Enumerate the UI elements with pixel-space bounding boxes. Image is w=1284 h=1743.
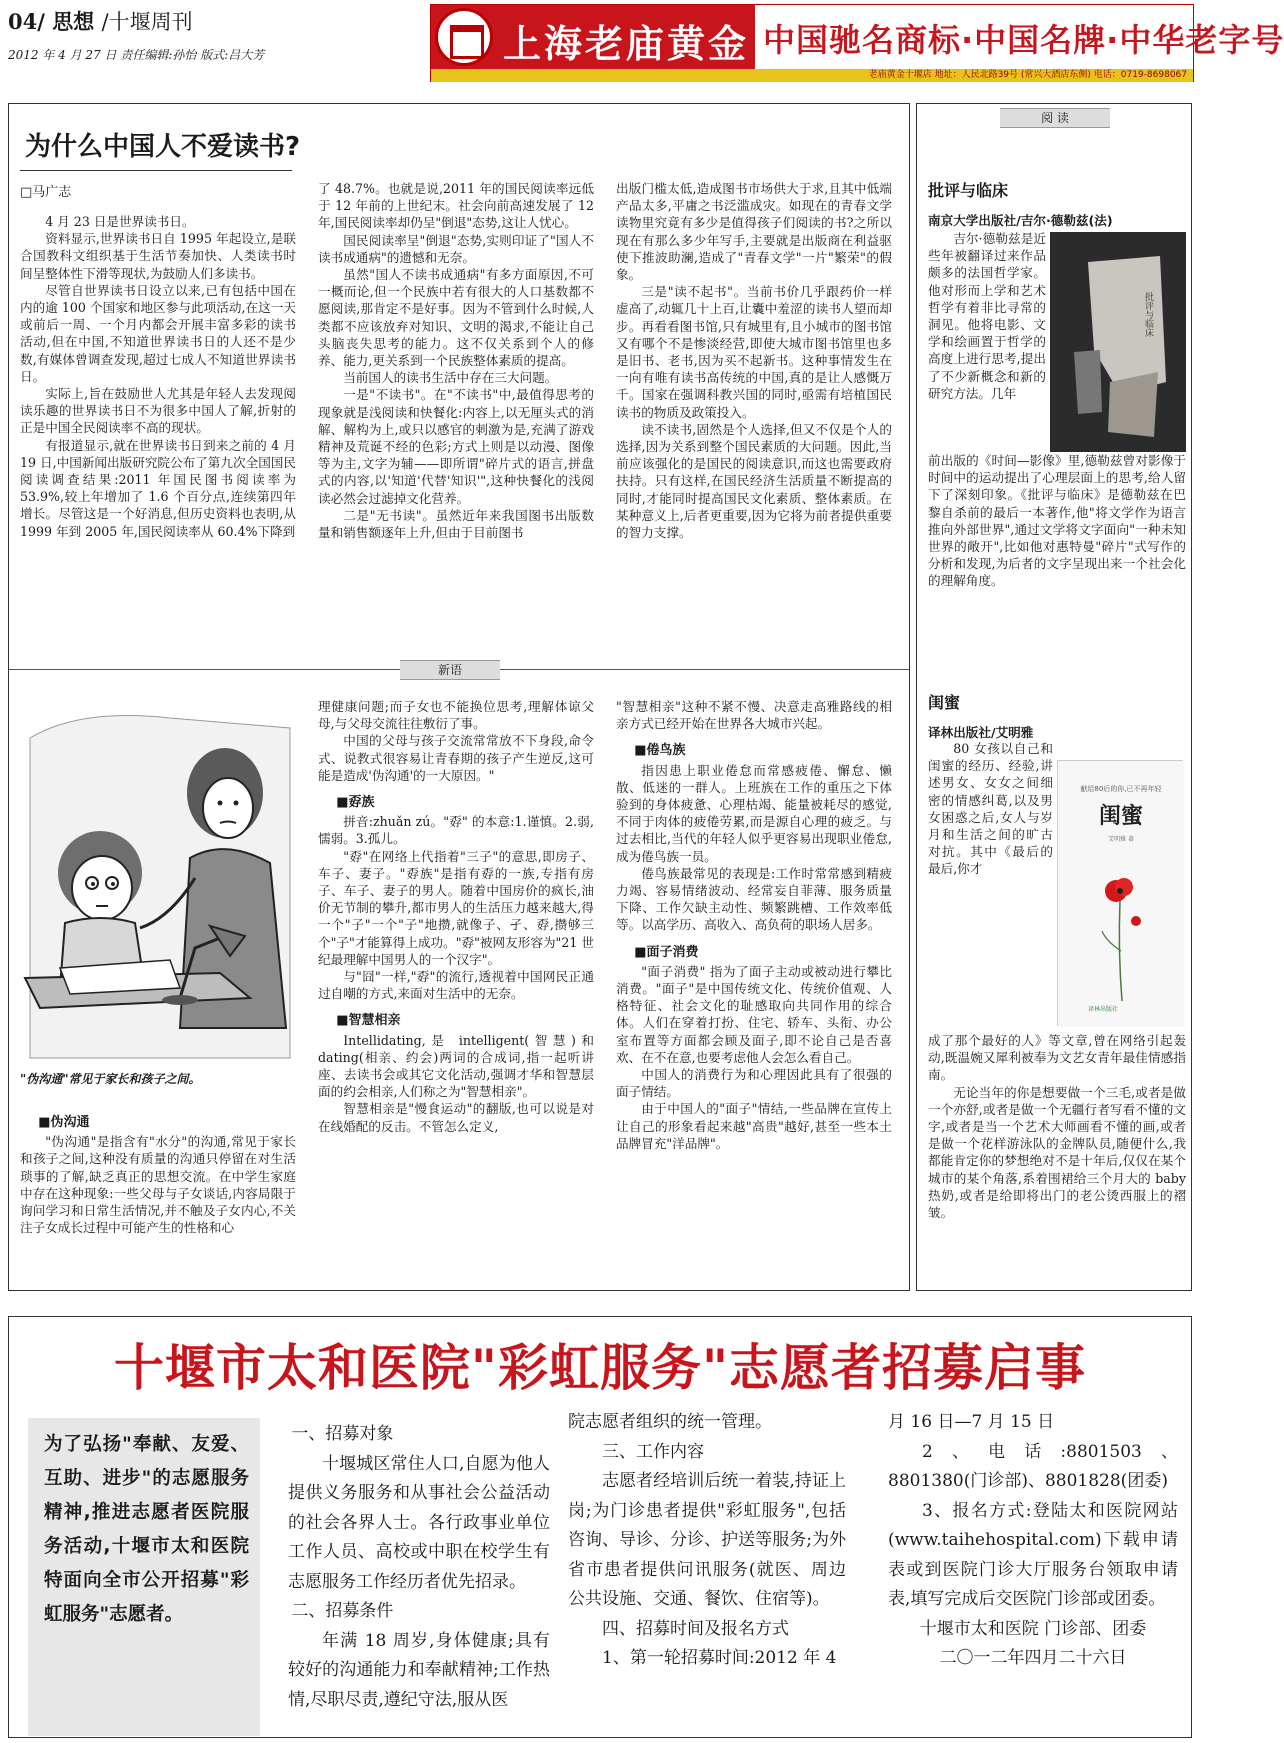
book2-cover-publisher: 译林出版社 <box>1088 1006 1119 1013</box>
paragraph: 了 48.7%。也就是说,2011 年的国民阅读率远低于 12 年前的上世纪末。社会向前高速发展了 12 年,国民阅读率却仍呈"倒退"态势,这让人忧心。 <box>318 181 594 231</box>
book2-intro-a <box>928 740 1053 1032</box>
paragraph: 年满 18 周岁,身体健康;具有较好的沟通能力和奉献精神;工作热情,尽职尽责,遵纪守法,服从医 <box>288 1630 550 1710</box>
paragraph: 指因患上职业倦怠而常感疲倦、懈怠、懒散、低迷的一群人。上班族在工作的重压之下体验到的身体疲惫、心理枯竭、能量被耗尽的感觉,不同于肉体的疲倦劳累,而是源自心理的疲乏。与过去相比,当代的年轻人似乎更容易出现职业倦怠,成为倦鸟族一员。 <box>616 762 892 864</box>
paragraph: 80 女孩以自己和闺蜜的经历、经验,讲述男女、女女之间细密的情感纠葛,以及男女困惑之后,女人与岁月和生活之间的旷古对抗。其中《最后的最后,你才 <box>928 741 1053 877</box>
section-heading: 三、工作内容 <box>602 1441 704 1462</box>
section-heading: 一、招募对象 <box>291 1424 394 1444</box>
book2-title: 闺蜜 <box>928 693 961 712</box>
paragraph: 院志愿者组织的统一管理。 <box>568 1412 772 1432</box>
book2-cover-title: 闺蜜 <box>1098 804 1144 829</box>
recruitment-column-2 <box>568 1408 846 1736</box>
paragraph: 中国人的消费行为和心理因此具有了很强的面子情结。 <box>616 1067 892 1100</box>
book1-title: 批评与临床 <box>928 181 1009 200</box>
term-heading: ■倦鸟族 <box>634 743 686 759</box>
paragraph: 智慧相亲是"慢食运动"的翻版,也可以说是对在线婚配的反击。不管怎么定义, <box>318 1101 594 1134</box>
paragraph: 国民阅读率呈"倒退"态势,实则印证了"国人不读书成通病"的遗憾和无奈。 <box>318 232 594 265</box>
paragraph: 由于中国人的"面子"情结,一些品牌在宣传上让自己的形象看起来越"高贵"越好,甚至一些本土品牌冒充"洋品牌"。 <box>616 1101 892 1151</box>
term-heading: ■伪沟通 <box>38 1115 90 1130</box>
page-number: 04/ <box>8 9 45 34</box>
paragraph: 尽管自世界读书日设立以来,已有包括中国在内的逾 100 个国家和地区参与此项活动,在这一天或前后一周、一个月内都会开展丰富多彩的读书活动,但在中国,不知道世界读书日的人还不是少数,有媒体曾调查发现,超过七成人不知道世界读书日。 <box>20 282 296 384</box>
book2-intro-b <box>928 1032 1186 1284</box>
term-heading: ■孬族 <box>336 795 375 811</box>
masthead <box>8 6 428 66</box>
paper-name: /十堰周刊 <box>101 10 193 34</box>
recruitment-column-3 <box>888 1408 1178 1736</box>
book1-cover-image <box>1050 232 1186 452</box>
xinyu-column-1 <box>20 1104 296 1284</box>
term-heading: ■面子消费 <box>634 944 699 960</box>
paragraph: "智慧相亲"这种不紧不慢、决意走高雅路线的相亲方式已经开始在世界各大城市兴起。 <box>616 699 892 732</box>
article-column-1 <box>20 213 296 633</box>
phone-paragraph: 2、电话:8801503、8801380(门诊部)、8801828(团委) <box>888 1441 1178 1491</box>
paragraph: 资料显示,世界读书日自 1995 年起设立,是联合国教科文组织基于生活节奏加快、人类读书时间呈整体性下滑等现状,为鼓励人们多读书。 <box>20 231 296 281</box>
section-heading: 四、招募时间及报名方式 <box>602 1618 789 1639</box>
paragraph: "伪沟通"是指含有"水分"的沟通,常见于家长和孩子之间,这种没有质量的沟通只停留在对生活琐事的了解,缺乏真正的思想交流。在中学生家庭中存在这种现象:一些父母与子女谈话,内容局限于询问学习和日常生活情况,并不触及子女内心,不关注子女成长过程中可能产生的性格和心 <box>20 1134 296 1236</box>
paragraph: 成了那个最好的人》等文章,曾在网络引起轰动,既温婉又犀利被奉为文艺女青年最佳情感指南。 <box>928 1033 1186 1083</box>
book1-intro-a <box>928 230 1046 452</box>
ad-address-bar: 老庙黄金十堰店 地址：人民北路39号 (常兴大酒店东侧) 电话：0719-8698067 <box>431 69 1193 82</box>
paragraph: 实际上,旨在鼓励世人尤其是年轻人去发现阅读乐趣的世界读书日不为很多中国人了解,折射的正是中国全民阅读率不高的现状。 <box>20 386 296 436</box>
paragraph: 理健康问题;而子女也不能换位思考,理解体谅父母,与父母交流往往敷衍了事。 <box>318 699 594 732</box>
article-column-2 <box>318 180 594 633</box>
paragraph: 读不读书,固然是个人选择,但又不仅是个人的选择,因为关系到整个国民素质的大问题。因此,当前应该强化的是国民的阅读意识,而这也需要政府扶持。只有这样,在国民经济生活质量不断提高的同时,才能同时提高国民文化素质、整体素质。在某种意义上,后者更重要,因为它将为前者提供重要的智力支撑。 <box>616 421 892 541</box>
xinyu-column-2 <box>318 698 594 1284</box>
article-title: 为什么中国人不爱读书? <box>25 132 301 162</box>
book2-cover-subtitle: 献给80后的你,已不再年轻 <box>1080 785 1162 793</box>
paragraph: 月 16 日—7 月 15 日 <box>888 1412 1055 1432</box>
paragraph: 无论当年的你是想要做一个三毛,或者是做一个亦舒,或者是做一个无疆行者写看不懂的文字,或者是当一个艺术大师画看不懂的画,或者是做一个花样游泳队的金牌队员,随便什么,我都能肯定你的梦想绝对不是十年后,仅仅在某个城市的某个角落,系着围裙给三个月大的 baby 热奶,或者是给即将出门的老公烫西服上的褶皱。 <box>928 1084 1186 1221</box>
temple-logo-icon <box>435 8 493 66</box>
book1-publisher: 南京大学出版社/吉尔·德勒兹(法) <box>928 213 1113 228</box>
paragraph: 当前国人的读书生活中存在三大问题。 <box>343 370 558 386</box>
page-label <box>8 6 428 36</box>
paragraph: Intellidating,是 intelligent(智慧)和 dating(相亲、约会)两词的合成词,指一起听讲座、去读书会或其它文化活动,强调才华和智慧层面的约会相亲,人们称之为"智慧相亲"。 <box>318 1032 594 1100</box>
paragraph: 二是"无书读"。虽然近年来我国图书出版数量和销售额逐年上升,但由于目前图书 <box>318 507 594 541</box>
section-tag-yuedu: 阅 读 <box>1000 108 1110 128</box>
paragraph: 虽然"国人不读书成通病"有多方面原因,不可一概而论,但一个民族中若有很大的人口基数都不愿阅读,那肯定不是好事。因为不管到什么时候,人类都不应该放弃对知识、文明的渴求,不能让自己头脑丧失思考的能力。这不仅关系到个人的修养、能力,更关系到一个民族整体素质的提高。 <box>318 267 594 369</box>
top-advertisement[interactable] <box>430 4 1284 82</box>
paragraph: "孬"在网络上代指着"三子"的意思,即房子、车子、妻子。"孬族"是指有孬的一族,专指有房子、车子、妻子的男人。随着中国房价的疯长,油价无节制的攀升,都市男人的生活压力越来越大,得一个"子"一个"子"地攒,就像子、孑、孬,攒够三个"子"才能算得上成功。"孬"被网友形容为"21 世纪最理解中国男人的一个汉字"。 <box>318 848 594 967</box>
paragraph: 志愿者经培训后统一着装,持证上岗;为门诊患者提供"彩虹服务",包括咨询、导诊、分诊、护送等服务;为外省市患者提供问讯服务(就医、周边公共设施、交通、餐饮、住宿等)。 <box>568 1471 846 1609</box>
book2-cover-author: 艾明雅 著 <box>1108 836 1134 843</box>
book1-intro-b <box>928 452 1186 682</box>
paragraph: 三是"读不起书"。当前书价几乎跟药价一样虚高了,动辄几十上百,让囊中羞涩的读书人望而却步。再看看图书馆,只有城里有,且小城市的图书馆又有哪个不是惨淡经营,即使大城市图书馆里也多是旧书、老书,因为买不起新书。这种事情发生在一向有唯有读书高传统的中国,真的是让人感慨万千。国家在强调科教兴国的同时,亟需有培植国民读书的物质及政策投入。 <box>616 284 892 420</box>
section-tag-xinyu: 新语 <box>400 660 500 680</box>
book2-cover-image <box>1057 760 1183 1026</box>
paragraph: 4 月 23 日是世界读书日。 <box>45 214 195 229</box>
cartoon-illustration <box>20 698 296 1068</box>
article-column-3 <box>616 180 892 633</box>
paragraph: 中国的父母与孩子交流常常放不下身段,命令式、说教式很容易让青春期的孩子产生逆反,这可能是造成'伪沟通'的一大原因。" <box>318 733 594 783</box>
signup-paragraph: 3、报名方式:登陆太和医院网站(www.taihehospital.com)下载申请表或到医院门诊大厅服务台领取申请表,填写完成后交医院门诊部或团委。 <box>888 1500 1178 1609</box>
book1-cover-title: 批评与临床 <box>1143 292 1153 337</box>
recruitment-lead: 为了弘扬"奉献、友爱、互助、进步"的志愿服务精神,推进志愿者医院服务活动,十堰市太和医院特面向全市公开招募"彩虹服务"志愿者。 <box>44 1434 249 1625</box>
date-line: 2012 年 4 月 27 日 责任编辑:孙怡 版式:吕大芳 <box>8 48 265 62</box>
paragraph: 与"囧"一样,"孬"的流行,透视着中国网民正通过自嘲的方式,来面对生活中的无奈。 <box>318 969 594 1002</box>
paragraph: 拼音:zhuǎn zú。"孬" 的本意:1.谨慎。2.弱,懦弱。3.孤儿。 <box>318 814 594 847</box>
paragraph: 有报道显示,就在世界读书日到来之前的 4 月 19 日,中国新闻出版研究院公布了第九次全国国民阅读调查结果:2011 年国民图书阅读率为 53.9%,较上年增加了 1.6 个百分点,连续第四年增长。尽管这是一个好消息,但历史资料也表明,从 1999 年到 2005 年,国民阅读率从 60.4%下降到 <box>20 437 296 539</box>
article-author: □马广志 <box>20 185 72 200</box>
paragraph: 前出版的《时间—影像》里,德勒兹曾对影像于时间中的运动提出了心理层面上的思考,给人留下了深刻印象。《批评与临床》是德勒兹在巴黎自杀前的最后一本著作,他"将文学作为语言推向外部世界",通过文学将文字面向"一种未知世界的敞开",比如他对惠特曼"碎片"式写作的分析和发现,为后者的文字呈现出来一个社会化的理解角度。 <box>928 453 1186 589</box>
signature-date: 二〇一二年四月二十六日 <box>939 1648 1127 1668</box>
xinyu-column-3 <box>616 698 892 1284</box>
recruitment-title: 十堰市太和医院"彩虹服务"志愿者招募启事 <box>113 1339 1087 1397</box>
paragraph: 出版门槛太低,造成图书市场供大于求,且其中低端产品太多,平庸之书泛滥成灾。如现在的青春文学读物里究竟有多少是值得孩子们阅读的书?之所以现在有那么多少年写手,主要就是出版商在利益驱使下推波助澜,造成了"青春文学"一片"繁荣"的假象。 <box>616 181 892 283</box>
ad-slogan: 中国驰名商标·中国名牌·中华老字号 <box>763 21 1284 59</box>
signature-org: 十堰市太和医院 门诊部、团委 <box>919 1618 1147 1639</box>
paragraph: 1、第一轮招募时间:2012 年 4 <box>602 1648 837 1668</box>
paragraph: 十堰城区常住人口,自愿为他人提供义务服务和从事社会公益活动的社会各界人士。各行政事业单位工作人员、高校或中职在校学生有志愿服务工作经历者优先招录。 <box>288 1453 550 1592</box>
paragraph: 倦鸟族最常见的表现是:工作时常常感到精疲力竭、容易情绪波动、经常妄自菲薄、服务质量下降、工作欠缺主动性、频繁跳槽、工作效率低等。以高学历、高收入、高负荷的职场人居多。 <box>616 865 892 933</box>
section-heading: 二、招募条件 <box>291 1601 394 1621</box>
section-name: 思想 <box>52 10 95 34</box>
term-heading: ■智慧相亲 <box>336 1013 401 1029</box>
recruitment-column-1 <box>288 1420 550 1736</box>
paragraph: 吉尔·德勒兹是近些年被翻译过来作品颇多的法国哲学家。他对形而上学和艺术哲学有着非比寻常的洞见。他将电影、文学和绘画置于哲学的高度上进行思考,提出了不少新概念和新的研究方法。几年 <box>928 231 1046 401</box>
book2-publisher: 译林出版社/艾明雅 <box>928 725 1034 740</box>
ad-brand: 上海老庙黄金 <box>503 21 750 66</box>
paragraph: "面子消费" 指为了面子主动或被动进行攀比消费。"面子"是中国传统文化、传统价值观、人格特征、社会文化的耻感取向共同作用的综合体。人们在穿着打扮、住宅、轿车、头衔、办公室布置等方面都会顾及面子,即不论自己是否喜欢、在不在意,也要考虑他人会怎么看自己。 <box>616 963 892 1065</box>
title-rule <box>20 170 292 171</box>
ad-red-panel <box>431 5 755 69</box>
cartoon-caption: "伪沟通"常见于家长和孩子之间。 <box>20 1072 201 1086</box>
paragraph: 一是"不读书"。在"不读书"中,最值得思考的现象就是浅阅读和快餐化:内容上,以无厘头式的消解、解构为上,或只以感官的刺激为是,充满了游戏精神及荒诞不经的色彩;方式上则是以动漫、图像等为主,文字为辅——即所谓"碎片式的语言,拼盘式的内容,以'知道'代替'知识'",这种快餐化的浅阅读必然会过滤掉文化营养。 <box>318 387 594 506</box>
